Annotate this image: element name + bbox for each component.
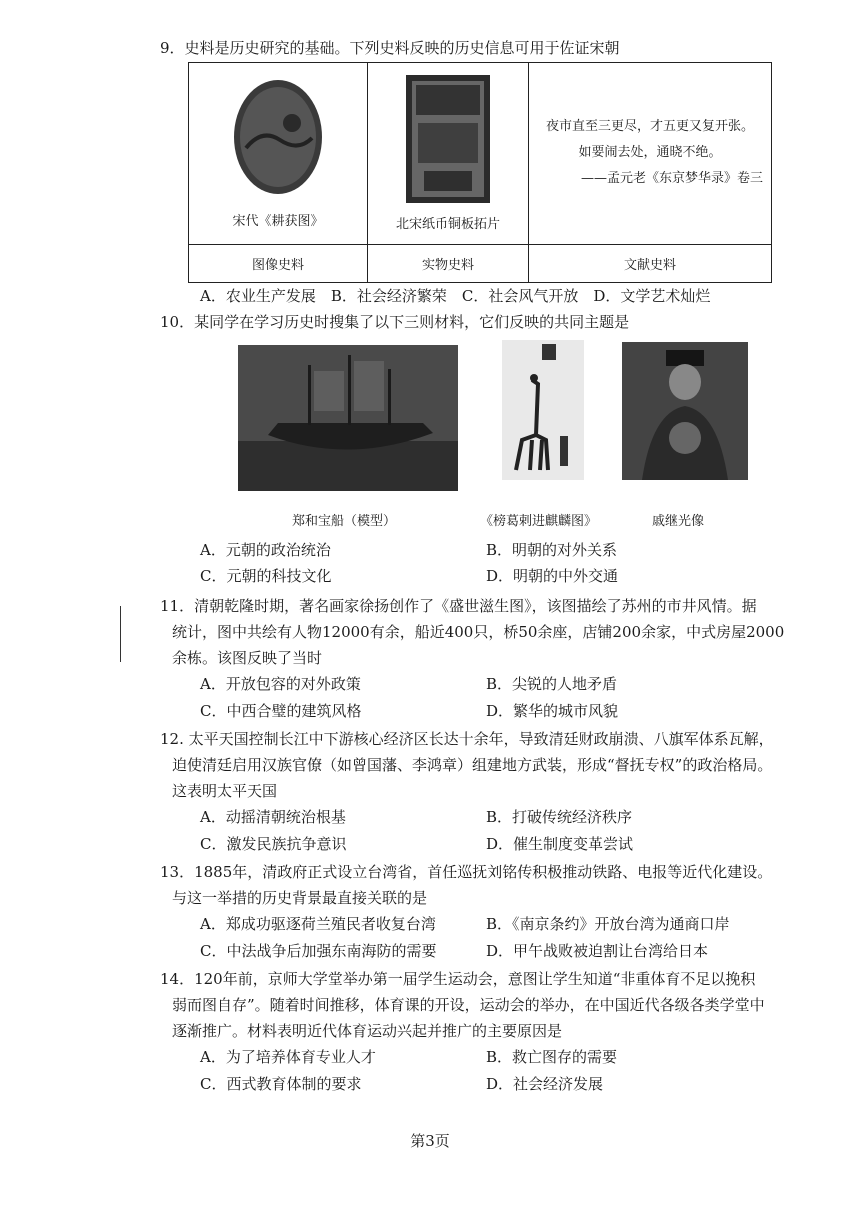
q10-option-c: C．元朝的科技文化 [200, 567, 332, 585]
q10-caption-2: 《榜葛剌进麒麟图》 [480, 514, 598, 529]
q13-line-1: 13．1885年，清政府正式设立台湾省，首任巡抚刘铭传积极推动铁路、电报等近代化建设。 [160, 863, 773, 881]
q12-line-1: 12. 太平天国控制长江中下游核心经济区长达十余年，导致清廷财政崩溃、八旗军体系瓦解， [160, 730, 774, 748]
q9-artifact-cell [368, 63, 529, 245]
q14-option-a: A．为了培养体育专业人才 [200, 1048, 376, 1066]
page-number: 第3页 [410, 1132, 450, 1150]
q10-option-a: A．元朝的政治统治 [200, 541, 331, 559]
q12-line-3: 这表明太平天国 [172, 782, 278, 800]
q9-label-text: 文献史料 [529, 244, 772, 282]
treasure-ship-image [238, 345, 458, 491]
q9-image-cell [189, 63, 368, 245]
banknote-rubbing-image [406, 75, 490, 203]
q11-line-1: 11．清朝乾隆时期，著名画家徐扬创作了《盛世滋生图》，该图描绘了苏州的市井风情。据 [160, 597, 757, 615]
q9-quote-line-2: 如要闹去处，通晓不绝。 [578, 145, 722, 161]
q11-option-d: D．繁华的城市风貌 [486, 702, 619, 720]
q10-caption-3: 戚继光像 [652, 514, 705, 529]
q13-line-2: 与这一举措的历史背景最直接关联的是 [172, 889, 428, 907]
q13-option-d: D．甲午战败被迫割让台湾给日本 [486, 942, 709, 960]
q9-text-cell [529, 63, 772, 245]
q9-quote-line-1: 夜市直至三更尽，才五更又复开张。 [545, 119, 754, 135]
margin-mark [120, 606, 121, 662]
q12-option-b: B．打破传统经济秩序 [486, 808, 633, 826]
q14-line-1: 14．120年前，京师大学堂举办第一届学生运动会，意图让学生知道“非重体育不足以挽积 [160, 970, 756, 988]
q9-label-image: 图像史料 [189, 244, 368, 282]
q9-stem: 9．史料是历史研究的基础。下列史料反映的历史信息可用于佐证宋朝 [160, 39, 620, 57]
q14-option-b: B．救亡图存的需要 [486, 1048, 618, 1066]
q9-caption-1: 宋代《耕获图》 [232, 213, 324, 229]
q9-source-table [188, 62, 772, 283]
q14-option-c: C．西式教育体制的要求 [200, 1075, 362, 1093]
q9-options: A．农业生产发展 B．社会经济繁荣 C．社会风气开放 D．文学艺术灿烂 [200, 287, 711, 305]
q9-caption-2: 北宋纸币铜板拓片 [395, 216, 500, 232]
q10-option-d: D．明朝的中外交通 [486, 567, 619, 585]
qi-jiguang-portrait-image [622, 342, 748, 480]
q13-option-a: A．郑成功驱逐荷兰殖民者收复台湾 [200, 915, 436, 933]
q14-line-2: 弱而图自存”。随着时间推移，体育课的开设，运动会的举办，在中国近代各级各类学堂中 [172, 996, 765, 1014]
q12-option-c: C．激发民族抗争意识 [200, 835, 347, 853]
q11-option-a: A．开放包容的对外政策 [200, 675, 361, 693]
q13-option-b: B．《南京条约》开放台湾为通商口岸 [486, 915, 730, 933]
q12-line-2: 迫使清廷启用汉族官僚（如曾国藩、李鸿章）组建地方武装，形成“督抚专权”的政治格局。 [172, 756, 773, 774]
q11-option-b: B．尖锐的人地矛盾 [486, 675, 618, 693]
q10-option-b: B．明朝的对外关系 [486, 541, 618, 559]
q13-option-c: C．中法战争后加强东南海防的需要 [200, 942, 437, 960]
q11-line-3: 余栋。该图反映了当时 [172, 649, 323, 667]
q12-option-a: A．动摇清朝统治根基 [200, 808, 346, 826]
q12-option-d: D．催生制度变革尝试 [486, 835, 634, 853]
q11-option-c: C．中西合璧的建筑风格 [200, 702, 362, 720]
q9-quote-source: ——孟元老《东京梦华录》卷三 [580, 171, 763, 187]
q9-label-artifact: 实物史料 [368, 244, 529, 282]
q10-caption-1: 郑和宝船（模型） [292, 514, 397, 529]
q14-option-d: D．社会经济发展 [486, 1075, 604, 1093]
q10-stem: 10．某同学在学习历史时搜集了以下三则材料，它们反映的共同主题是 [160, 313, 630, 331]
q14-line-3: 逐渐推广。材料表明近代体育运动兴起并推广的主要原因是 [172, 1022, 563, 1040]
plowing-painting-image [232, 78, 324, 196]
q11-line-2: 统计，图中共绘有人物12000有余，船近400只，桥50余座，店铺200余家，中式房屋2000 [172, 623, 785, 641]
giraffe-painting-image [502, 340, 584, 480]
